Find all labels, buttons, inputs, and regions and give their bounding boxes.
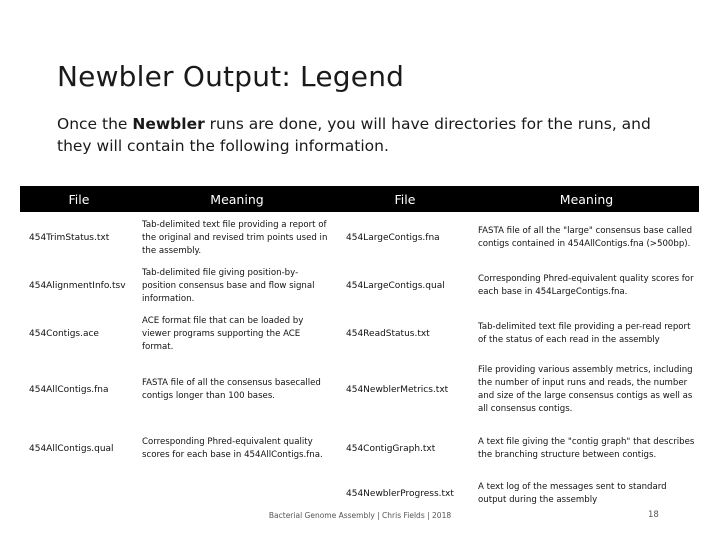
header-meaning-2: Meaning xyxy=(474,186,699,213)
file-name-cell: 454ContigGraph.txt xyxy=(346,443,436,454)
meaning-cell: FASTA file of all the consensus basecalled contigs longer than 100 bases. xyxy=(142,378,321,401)
meaning-cell: Tab-delimited file giving position-by-position consensus base and flow signal information. xyxy=(142,267,315,304)
meaning-cell: Corresponding Phred-equivalent quality scores for each base in 454LargeContigs.fna. xyxy=(478,274,694,297)
file-name-cell: 454LargeContigs.fna xyxy=(346,232,440,243)
meaning-cell: File providing various assembly metrics, including the number of input runs and reads, the number and size of the large consensus contigs as well as all consensus contigs. xyxy=(478,365,693,414)
file-name-cell: 454Contigs.ace xyxy=(29,328,99,339)
file-name-cell: 454AllContigs.qual xyxy=(29,443,114,454)
header-meaning-1: Meaning xyxy=(138,186,336,213)
legend-table xyxy=(20,186,699,512)
table-row xyxy=(20,422,699,476)
header-file-2: File xyxy=(336,186,474,213)
table-row xyxy=(20,310,699,358)
intro-text-bold: Newbler xyxy=(132,115,205,133)
meaning-cell: Tab-delimited text file providing a report of the original and revised trim points used in the assembly. xyxy=(142,219,328,256)
file-name-cell: 454TrimStatus.txt xyxy=(29,232,110,243)
meaning-cell: Corresponding Phred-equivalent quality scores for each base in 454AllContigs.fna. xyxy=(142,437,323,460)
meaning-cell: ACE format file that can be loaded by viewer programs supporting the ACE format. xyxy=(142,315,304,352)
table-row xyxy=(20,476,699,512)
intro-paragraph xyxy=(57,113,687,157)
file-name-cell: 454ReadStatus.txt xyxy=(346,328,430,339)
file-name-cell xyxy=(20,476,138,512)
table-row xyxy=(20,358,699,422)
meaning-cell: A text file giving the "contig graph" that describes the branching structure between contigs. xyxy=(478,437,695,460)
slide-title: Newbler Output: Legend xyxy=(57,60,405,93)
meaning-cell: FASTA file of all the "large" consensus base called contigs contained in 454AllContigs.fna (>500bp). xyxy=(478,226,693,249)
meaning-cell: Tab-delimited text file providing a per-read report of the status of each read in the assembly xyxy=(478,322,691,345)
table-row xyxy=(20,213,699,262)
intro-text-post: runs are done, you will have directories for the runs, and they will contain the following information. xyxy=(57,115,651,155)
meaning-cell xyxy=(138,476,336,512)
file-name-cell: 454NewblerMetrics.txt xyxy=(346,384,449,395)
slide-footer: Bacterial Genome Assembly | Chris Fields | 2018 xyxy=(268,511,452,520)
file-name-cell: 454AllContigs.fna xyxy=(29,384,109,395)
meaning-cell: A text log of the messages sent to standard output during the assembly xyxy=(478,482,667,505)
file-name-cell: 454AlignmentInfo.tsv xyxy=(29,280,126,291)
table-row xyxy=(20,262,699,310)
intro-text-pre: Once the xyxy=(57,115,133,133)
file-name-cell: 454LargeContigs.qual xyxy=(346,280,445,291)
table-header-row xyxy=(20,186,699,213)
header-file-1: File xyxy=(20,186,138,213)
page-number: 18 xyxy=(648,510,659,520)
file-name-cell: 454NewblerProgress.txt xyxy=(346,488,454,499)
